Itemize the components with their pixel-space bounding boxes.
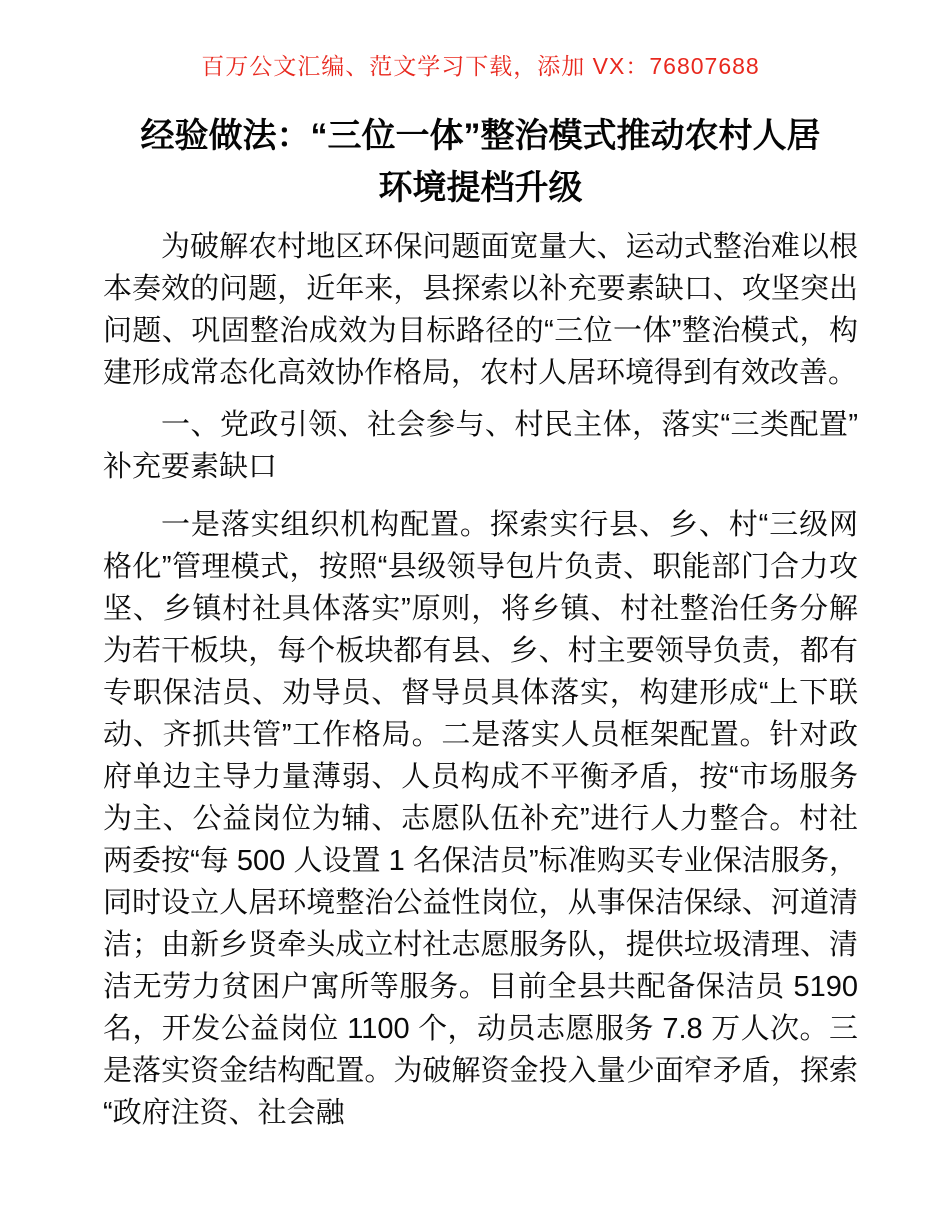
paragraph-intro: 为破解农村地区环保问题面宽量大、运动式整治难以根本奏效的问题，近年来，县探索以补充要素缺口、攻坚突出问题、巩固整治成效为目标路径的“三位一体”整治模式，构建形成常态化高效协作格局，农村人居环境得到有效改善。 <box>103 231 858 389</box>
watermark-notice: 百万公文汇编、范文学习下载，添加 VX：76807688 <box>201 53 760 79</box>
document-title: 经验做法：“三位一体”整治模式推动农村人居环境提档升级 <box>140 117 821 207</box>
section-heading: 一、党政引领、社会参与、村民主体，落实“三类配置”补充要素缺口 <box>103 409 858 483</box>
paragraph-body: 一是落实组织机构配置。探索实行县、乡、村“三级网格化”管理模式，按照“县级领导包片负责、职能部门合力攻坚、乡镇村社具体落实”原则，将乡镇、村社整治任务分解为若干板块，每个板块都有县、乡、村主要领导负责，都有专职保洁员、劝导员、督导员具体落实，构建形成“上下联动、齐抓共管”工作格局。二是落实人员框架配置。针对政府单边主导力量薄弱、人员构成不平衡矛盾，按“市场服务为主、公益岗位为辅、志愿队伍补充”进行人力整合。村社两委按“每 500 人设置 1 名保洁员”标准购买专业保洁服务，同时设立人居环境整治公益性岗位，从事保洁保绿、河道清洁；由新乡贤牵头成立村社志愿服务队，提供垃圾清理、清洁无劳力贫困户寓所等服务。目前全县共配备保洁员 5190 名，开发公益岗位 1100 个，动员志愿服务 7.8 万人次。三是落实资金结构配置。为破解资金投入量少面窄矛盾，探索“政府注资、社会融 <box>103 509 858 1129</box>
